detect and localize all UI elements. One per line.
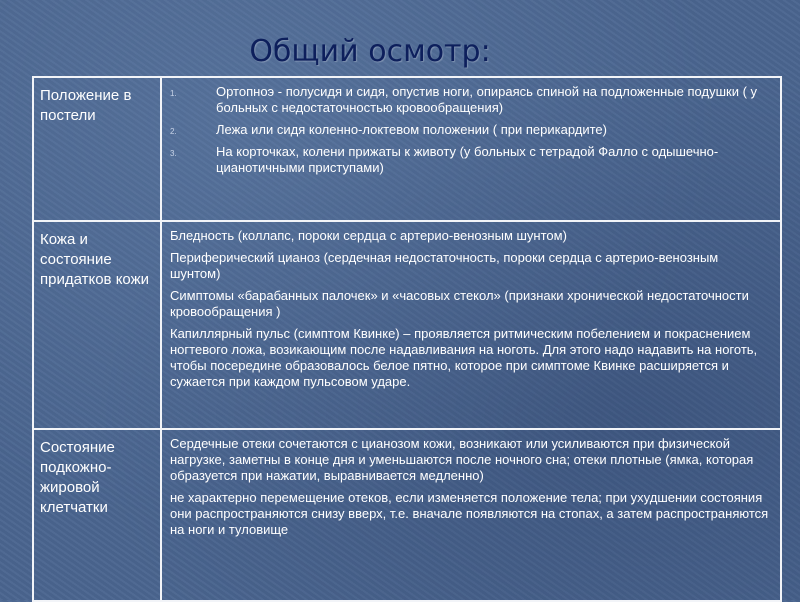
numbered-list — [170, 84, 772, 176]
list-item — [170, 84, 772, 116]
table-row — [33, 77, 781, 221]
row-label: Кожа и состояние придатков кожи — [33, 221, 161, 429]
list-item — [170, 122, 772, 138]
paragraph: Капиллярный пульс (симптом Квинке) – проявляется ритмическим побелением и покраснением ногтевого ложа, возикающим после надавливания на ноготь. Для этого надо надавить на ноготь, чтобы посередине образовалось белое пятно, которое при симптоме Квинке расширяется и сужается при каждом пульсовом ударе. — [170, 326, 758, 389]
row-content — [161, 77, 781, 221]
examination-table — [32, 76, 782, 602]
list-item-text: Ортопноэ - полусидя и сидя, опустив ноги, опираясь спиной на подложенные подушки ( у больных с недостаточностью кровообращения) — [216, 84, 758, 115]
table-row — [33, 429, 781, 601]
paragraph: Бледность (коллапс, пороки сердца с артерио-венозным шунтом) — [170, 228, 567, 243]
list-item-text: На корточках, колени прижаты к животу (у больных с тетрадой Фалло с одышечно-цианотичными приступами) — [216, 144, 719, 175]
list-number: 3. — [170, 149, 177, 158]
list-item — [170, 144, 772, 176]
list-number: 1. — [170, 89, 177, 98]
table-row — [33, 221, 781, 429]
row-label: Состояние подкожно-жировой клетчатки — [33, 429, 161, 601]
paragraph: Сердечные отеки сочетаются с цианозом кожи, возникают или усиливаются при физической нагрузке, заметны в конце дня и уменьшаются после ночного сна; отеки плотные (ямка, которая образуется при нажатии, выравнивается медленно) — [170, 436, 754, 483]
row-label: Положение в постели — [33, 77, 161, 221]
list-item-text: Лежа или сидя коленно-локтевом положении ( при перикардите) — [216, 122, 607, 137]
slide-title: Общий осмотр: — [249, 34, 491, 69]
row-content — [161, 221, 781, 429]
paragraph: Периферический цианоз (сердечная недостаточность, пороки сердца с артерио-венозным шунтом) — [170, 250, 719, 281]
paragraph: не характерно перемещение отеков, если изменяется положение тела; при ухудшении состояния они распространяются снизу вверх, т.е. вначале появляются на стопах, а затем распространяются на ноги и туловище — [170, 490, 769, 537]
row-content — [161, 429, 781, 601]
list-number: 2. — [170, 127, 177, 136]
paragraph: Симптомы «барабанных палочек» и «часовых стекол» (признаки хронической недостаточности кровообращения ) — [170, 288, 749, 319]
